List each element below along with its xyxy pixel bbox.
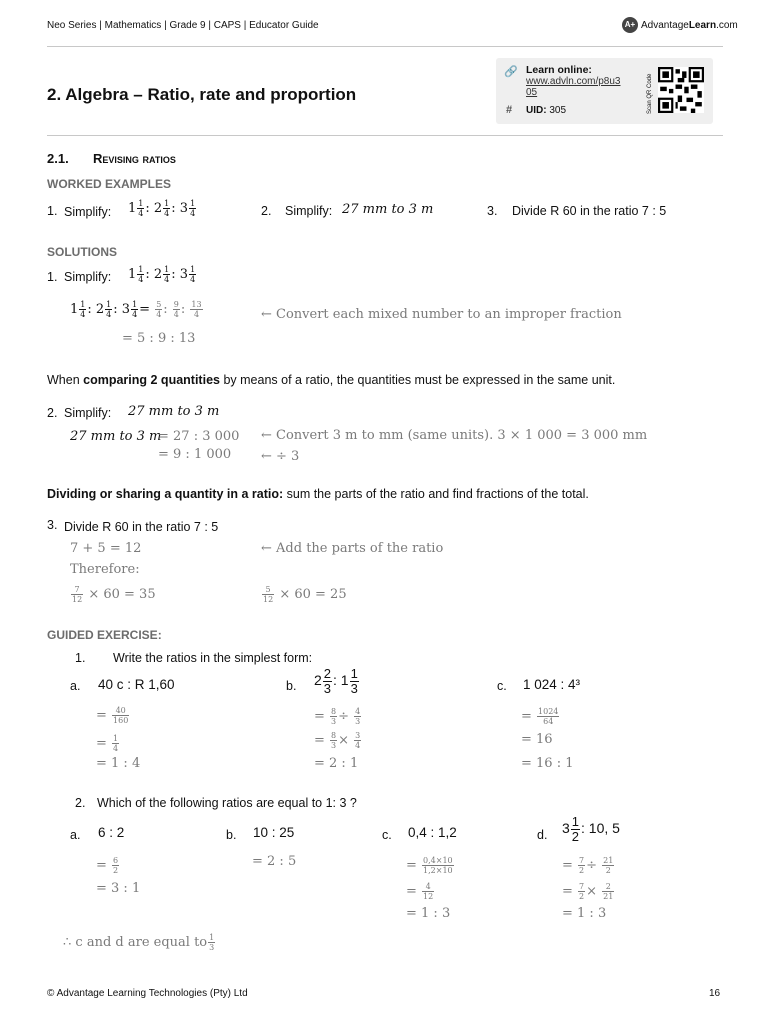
sol3-therefore: Therefore: [70,562,140,577]
q2-c-step2: = $\frac{4}{12}$ [406,882,434,901]
subsection-number: 2.1. [47,151,69,166]
qr-code-icon[interactable] [658,67,704,113]
example-3-text: Divide R 60 in the ratio 7 : 5 [512,204,667,218]
q1-b-expr: 2 $\frac{2}{3}$ : 1 $\frac{1}{3}$ [314,666,358,696]
learn-url-2[interactable]: 05 [526,87,538,98]
q1-c-step2: = 16 [521,732,553,747]
q2-b-expr: 10 : 25 [253,825,295,840]
sol1-result: = 5 : 9 : 13 [122,331,196,346]
scan-label-wrap [644,68,654,116]
sol2-text: Simplify: [64,406,112,420]
subsection-title: Revising ratios [93,151,176,166]
q2-d-expr: 3 $\frac{1}{2}$ : 10, 5 [562,814,620,844]
header-divider [47,46,723,47]
q2-d-label: d. [537,828,548,842]
sol1-note: ← Convert each mixed number to an improper fraction [261,307,622,322]
link-icon: 🔗 [504,66,518,78]
q2-b-label: b. [226,828,237,842]
q1-c-result: = 16 : 1 [521,756,574,771]
q1-b-step1: = $\frac{8}{3}$ ÷ $\frac{4}{3}$ [314,707,361,726]
note-compare-pre: When [47,373,84,387]
logo-text-b: Learn [688,20,717,31]
q1-a-step2: = $\frac{1}{4}$ [96,734,119,753]
example-2-text: Simplify: [285,204,333,218]
scan-label: Scan QR Code [647,73,653,114]
note-compare [47,373,615,387]
q2-a-expr: 6 : 2 [98,825,125,840]
uid [526,105,566,116]
learn-online-box [496,58,713,124]
q1-a-label: a. [70,679,81,693]
footer-page-number: 16 [709,988,721,999]
note-divide [47,487,589,501]
q2-a-result: = 3 : 1 [96,881,141,896]
sol2-line1-black: 27 mm to 3 m [70,429,162,444]
logo [641,20,738,31]
footer-copyright: © Advantage Learning Technologies (Pty) Ltd [47,988,248,999]
logo-text-c: .com [716,20,738,31]
sol1-conversion: 1 $\frac{1}{4}$ : 2 $\frac{1}{4}$ : 3 $\frac{1}{4}$ = $\frac{5}{4}$ : $\frac{9}{4}$ : $\frac{13}{4}$ [70,300,202,319]
q2-d-step2: = $\frac{7}{2}$ × $\frac{2}{21}$ [562,882,614,901]
q2-conclusion: ∴ c and d are equal to $\frac{1}{3}$ [63,933,215,952]
guided-exercise-label: GUIDED EXERCISE: [47,628,162,642]
uid-label: UID: [526,105,547,116]
q2-num: 2. [75,796,86,810]
q2-c-label: c. [382,828,392,842]
sol2-math: 27 mm to 3 m [128,404,220,419]
q2-d-expr-text: : 10, 5 [581,820,620,837]
note-divide-post: sum the parts of the ratio and find fractions of the total. [283,487,589,501]
q2-c-expr: 0,4 : 1,2 [408,825,457,840]
sol2-num: 2. [47,406,58,420]
example-1-text: Simplify: [64,205,112,219]
q2-a-step1: = $\frac{6}{2}$ [96,856,119,875]
worked-examples-label: WORKED EXAMPLES [47,177,172,191]
note-compare-post: by means of a ratio, the quantities must be expressed in the same unit. [219,373,616,387]
example-2-num: 2. [261,204,272,218]
note-compare-bold: comparing 2 quantities [83,373,220,387]
sol3-part1-text: × 60 = 35 [88,587,156,602]
q1-b-result: = 2 : 1 [314,756,359,771]
example-1-math: 1 $\frac{1}{4}$ : 2 $\frac{1}{4}$ : 3 $\frac{1}{4}$ [128,199,196,218]
q1-text: Write the ratios in the simplest form: [113,651,313,665]
q1-a-step1: = $\frac{40}{160}$ [96,706,129,725]
sol3-part2-text: × 60 = 25 [279,587,347,602]
sol3-text: Divide R 60 in the ratio 7 : 5 [64,520,219,534]
q2-conclusion-text: ∴ c and d are equal to [63,935,208,950]
q2-c-result: = 1 : 3 [406,906,451,921]
q1-c-label: c. [497,679,507,693]
q2-text: Which of the following ratios are equal to 1: 3 ? [97,796,357,810]
q1-a-result: = 1 : 4 [96,756,141,771]
learn-label: Learn online: [526,64,592,76]
uid-value: 305 [549,105,567,116]
logo-badge: A+ [622,17,638,33]
example-2-math: 27 mm to 3 m [342,202,434,217]
sol1-expression: 1 $\frac{1}{4}$ : 2 $\frac{1}{4}$ : 3 $\frac{1}{4}$ [128,265,196,284]
sol1-text: Simplify: [64,270,112,284]
learn-url-1[interactable]: www.advln.com/p8u3 [526,76,621,87]
q1-b-step2: = $\frac{8}{3}$ × $\frac{3}{4}$ [314,731,361,750]
q1-c-expr: 1 024 : 4³ [523,677,581,692]
q2-d-result: = 1 : 3 [562,906,607,921]
sol2-line2-note: ← ÷ 3 [261,449,300,464]
sol3-part1: $\frac{7}{12}$ × 60 = 35 [72,585,156,604]
section-title: 2. Algebra – Ratio, rate and proportion [47,85,357,104]
logo-text-a: Advantage [641,20,689,31]
q2-d-step1: = $\frac{7}{2}$ ÷ $\frac{21}{2}$ [562,856,614,875]
q1-b-label: b. [286,679,297,693]
sol3-part2: $\frac{5}{12}$ × 60 = 25 [263,585,347,604]
solutions-label: SOLUTIONS [47,245,118,259]
title-divider [47,135,723,136]
example-3-num: 3. [487,204,498,218]
example-1-num: 1. [47,204,58,218]
q2-b-result: = 2 : 5 [252,854,297,869]
q2-a-label: a. [70,828,81,842]
sol3-sum-note: ← Add the parts of the ratio [261,541,444,556]
sol2-line1-note: ← Convert 3 m to mm (same units). 3 × 1 000 = 3 000 mm [261,428,648,443]
q1-a-expr: 40 c : R 1,60 [98,677,175,692]
sol3-num: 3. [47,518,58,532]
hash-icon: # [506,104,513,116]
sol1-num: 1. [47,270,58,284]
q1-num: 1. [75,651,86,665]
sol2-line1-grey: = 27 : 3 000 [158,429,240,444]
sol3-sum: 7 + 5 = 12 [70,541,142,556]
sol2-line2: = 9 : 1 000 [158,447,232,462]
header-series: Neo Series | Mathematics | Grade 9 | CAPS | Educator Guide [47,20,319,31]
q2-c-step1: = $\frac{0,4\times 10}{1,2\times 10}$ [406,856,453,875]
q1-c-step1: = $\frac{1024}{64}$ [521,707,559,726]
note-divide-bold: Dividing or sharing a quantity in a ratio: [47,487,284,501]
